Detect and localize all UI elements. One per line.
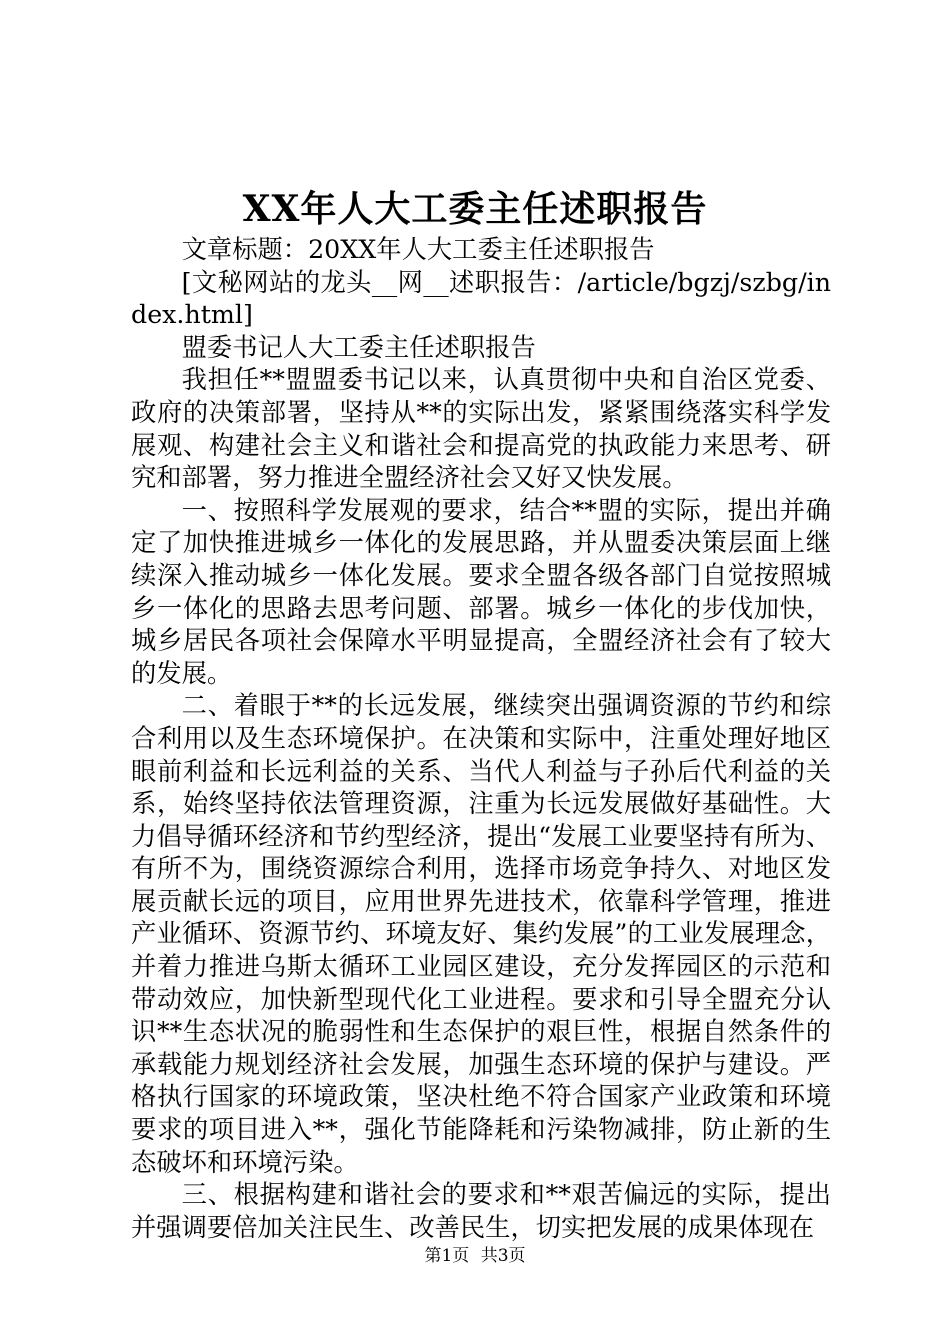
section-two-paragraph: 二、着眼于**的长远发展，继续突出强调资源的节约和综合利用以及生态环境保护。在决策和实际中，注重处理好地区眼前利益和长远利益的关系、当代人利益与子孙后代利益的关系，始终坚持依法管理资源，注重为长远发展做好基础性。大力倡导循环经济和节约型经济，提出“发展工业要坚持有所为、有所不为，围绕资源综合利用，选择市场竞争持久、对地区发展贡献长远的项目，应用世界先进技术，依靠科学管理，推进产业循环、资源节约、环境友好、集约发展”的工业发展理念，并着力推进乌斯太循环工业园区建设，充分发挥园区的示范和带动效应，加快新型现代化工业进程。要求和引导全盟充分认识**生态状况的脆弱性和生态保护的艰巨性，根据自然条件的承载能力规划经济社会发展，加强生态环境的保护与建设。严格执行国家的环境政策，坚决杜绝不符合国家产业政策和环境要求的项目进入**，强化节能降耗和污染物减排，防止新的生态破坏和环境污染。 <box>131 691 831 1177</box>
page-footer <box>0 1245 950 1267</box>
section-three-paragraph: 三、根据构建和谐社会的要求和**艰苦偏远的实际，提出并强调要倍加关注民生、改善民生，切实把发展的成果体现在 <box>131 1180 831 1242</box>
source-reference: [文秘网站的龙头__网__述职报告：/article/bgzj/szbg/index.html] <box>131 267 831 330</box>
report-subtitle: 盟委书记人大工委主任述职报告 <box>181 332 536 362</box>
document-title: XX年人大工委主任述职报告 <box>242 188 708 230</box>
section-one-paragraph: 一、按照科学发展观的要求，结合**盟的实际，提出并确定了加快推进城乡一体化的发展思路，并从盟委决策层面上继续深入推动城乡一体化发展。要求全盟各级各部门自觉按照城乡一体化的思路去思考问题、部署。城乡一体化的步伐加快，城乡居民各项社会保障水平明显提高，全盟经济社会有了较大的发展。 <box>131 495 831 688</box>
page-total: 共3页 <box>480 1246 526 1266</box>
article-title-line: 文章标题：20XX年人大工委主任述职报告 <box>181 235 655 264</box>
page-number: 第1页 <box>424 1246 470 1266</box>
intro-paragraph: 我担任**盟盟委书记以来，认真贯彻中央和自治区党委、政府的决策部署，坚持从**的实际出发，紧紧围绕落实科学发展观、构建社会主义和谐社会和提高党的执政能力来思考、研究和部署，努力推进全盟经济社会又好又快发展。 <box>131 365 831 493</box>
document-body <box>131 234 831 1244</box>
